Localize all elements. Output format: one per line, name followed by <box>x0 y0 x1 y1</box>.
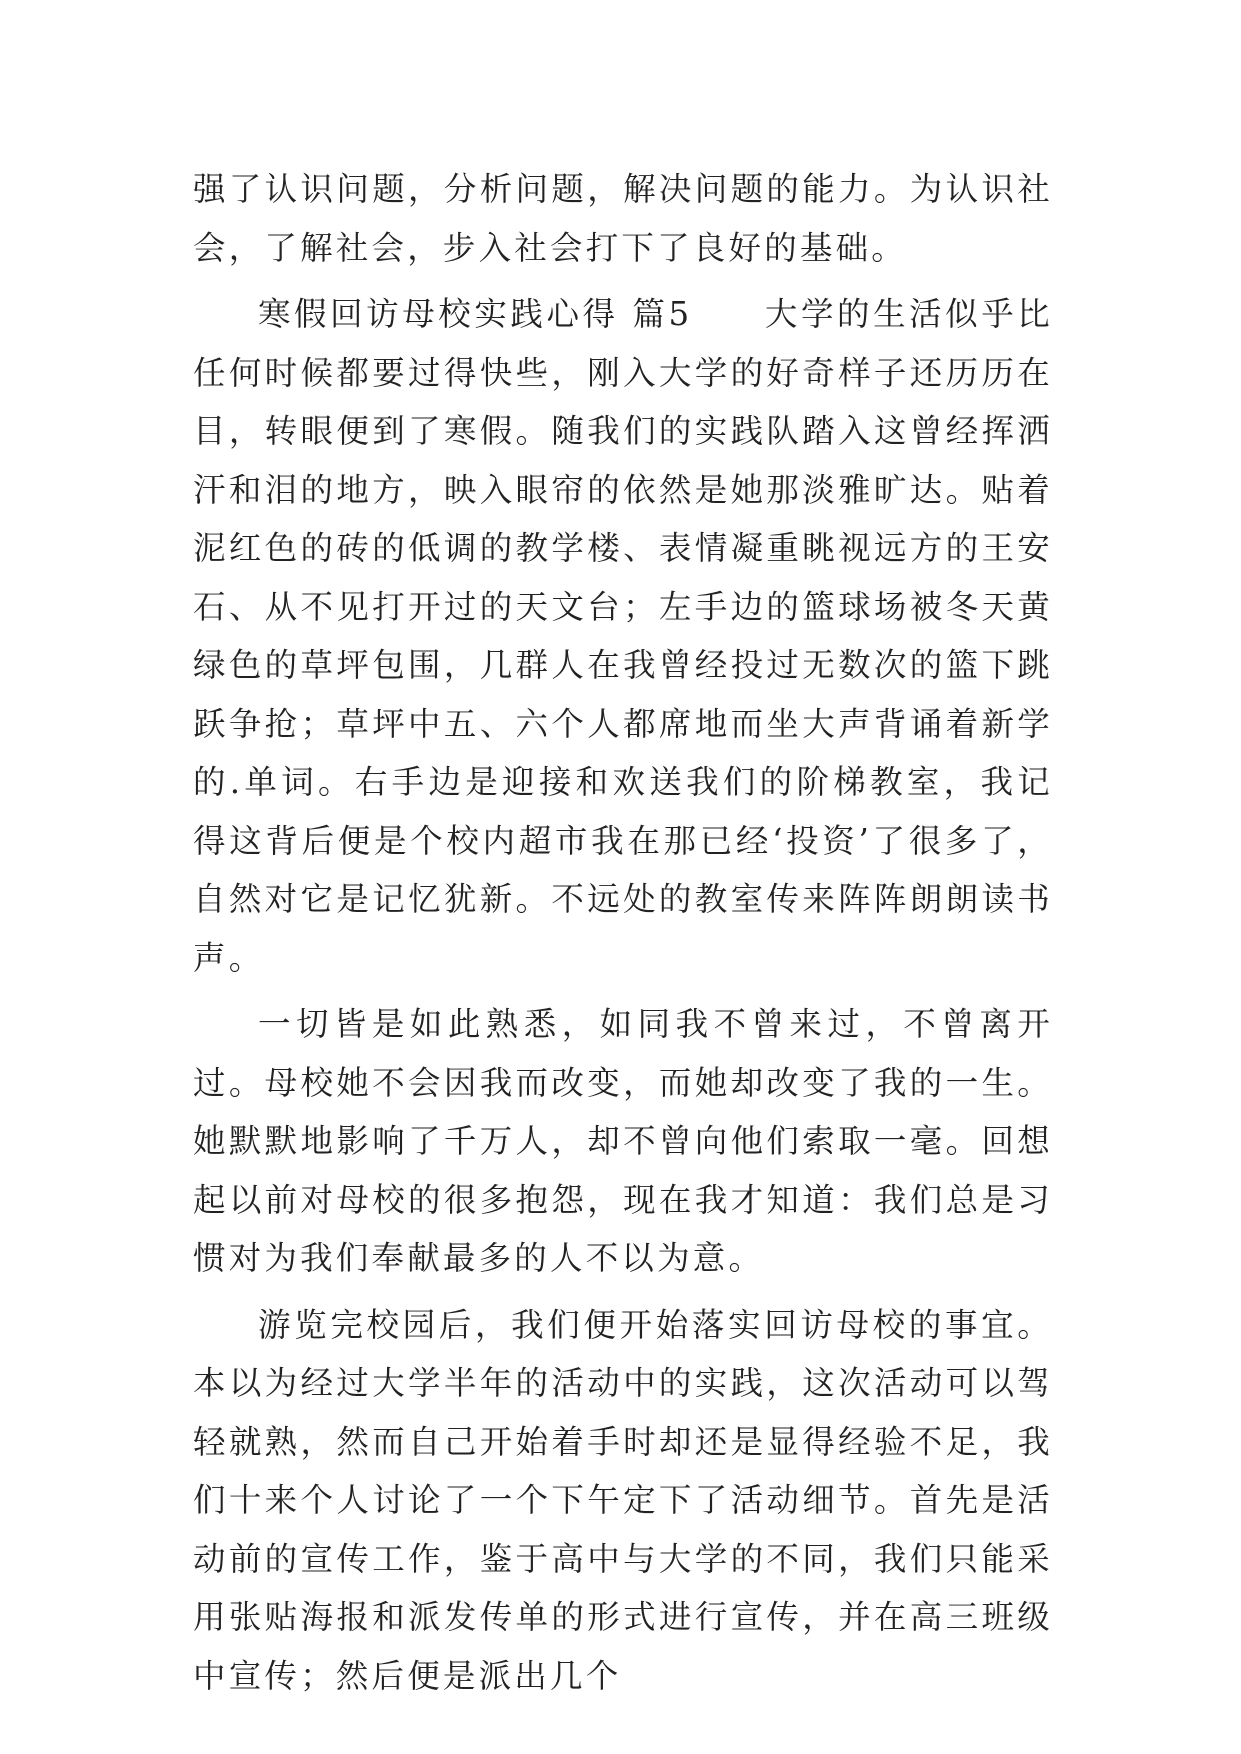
paragraph-4: 游览完校园后，我们便开始落实回访母校的事宜。本以为经过大学半年的活动中的实践，这次活动可以驾轻就熟，然而自己开始着手时却还是显得经验不足，我们十来个人讨论了一个下午定下了活动细节。首先是活动前的宣传工作，鉴于高中与大学的不同，我们只能采用张贴海报和派发传单的形式进行宣传，并在高三班级中宣传；然后便是派出几个 <box>193 1305 1053 1695</box>
paragraph-2: 寒假回访母校实践心得 篇5 大学的生活似乎比任何时候都要过得快些，刚入大学的好奇样子还历历在目，转眼便到了寒假。随我们的实践队踏入这曾经挥洒汗和泪的地方，映入眼帘的依然是她那淡雅旷达。贴着泥红色的砖的低调的教学楼、表情凝重眺视远方的王安石、从不见打开过的天文台；左手边的篮球场被冬天黄绿色的草坪包围，几群人在我曾经投过无数次的篮下跳跃争抢；草坪中五、六个人都席地而坐大声背诵着新学的.单词。右手边是迎接和欢送我们的阶梯教室，我记得这背后便是个校内超市我在那已经‘投资’了很多了，自然对它是记忆犹新。不远处的教室传来阵阵朗朗读书声。 <box>193 295 1053 977</box>
document-body <box>193 160 1053 1705</box>
paragraph-3: 一切皆是如此熟悉，如同我不曾来过，不曾离开过。母校她不会因我而改变，而她却改变了我的一生。她默默地影响了千万人，却不曾向他们索取一毫。回想起以前对母校的很多抱怨，现在我才知道：我们总是习惯对为我们奉献最多的人不以为意。 <box>193 1005 1053 1277</box>
paragraph-1: 强了认识问题，分析问题，解决问题的能力。为认识社会，了解社会，步入社会打下了良好的基础。 <box>193 170 1053 267</box>
